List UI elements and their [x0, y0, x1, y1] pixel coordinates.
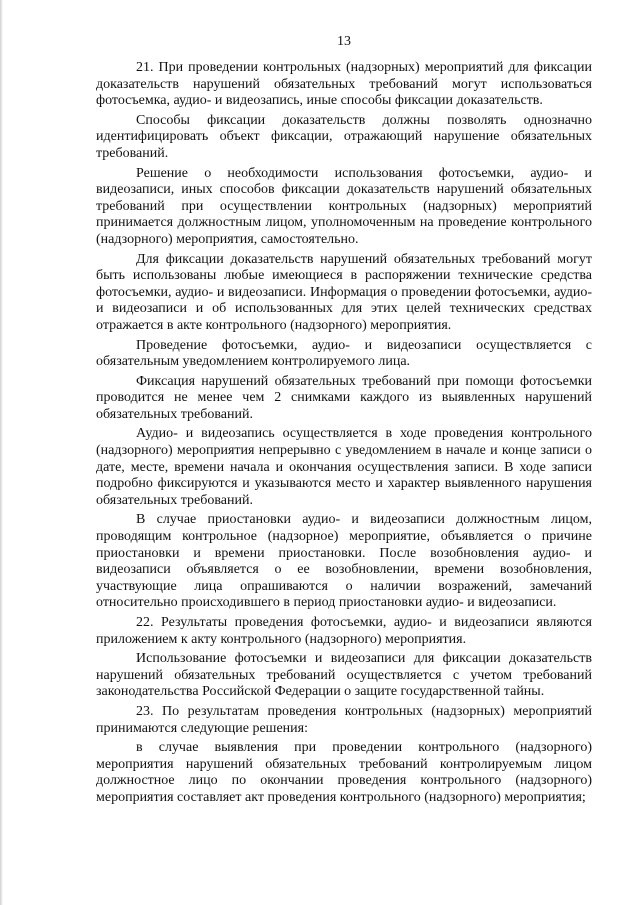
paragraph-22: 22. Результаты проведения фотосъемки, аудио- и видеозаписи являются приложением к акту контрольного (надзорного) мероприятия.	[96, 615, 592, 647]
scan-edge-shadow	[0, 0, 3, 905]
paragraph: Аудио- и видеозапись осуществляется в ходе проведения контрольного (надзорного) мероприятия непрерывно с уведомлением в начале и конце записи о дате, месте, времени начала и окончания осуществления записи. В ходе записи подробно фиксируются и указываются место и характер выявленного нарушения обязательных требований.	[96, 426, 592, 508]
paragraph: Проведение фотосъемки, аудио- и видеозаписи осуществляется с обязательным уведомлением контролируемого лица.	[96, 337, 592, 370]
paragraph: Использование фотосъемки и видеозаписи для фиксации доказательств нарушений обязательных требований осуществляется с учетом требований законодательства Российской Федерации о защите государственной тайны.	[96, 651, 592, 700]
paragraph: в случае выявления при проведении контрольного (надзорного) мероприятия нарушений обязательных требований контролируемым лицом должностное лицо по окончании проведения контрольного (надзорного) мероприятия составляет акт проведения контрольного (надзорного) мероприятия;	[96, 740, 592, 805]
paragraph: Способы фиксации доказательств должны позволять однозначно идентифицировать объект фиксации, отражающий нарушение обязательных требований.	[96, 112, 592, 161]
paragraph-21-intro: 21. При проведении контрольных (надзорных) мероприятий для фиксации доказательств нарушений обязательных требований могут использоваться фотосъемка, аудио- и видеозапись, иные способы фиксации доказательств.	[96, 60, 592, 109]
paragraph: Решение о необходимости использования фотосъемки, аудио- и видеозаписи, иных способов фиксации доказательств нарушений обязательных требований при осуществлении контрольных (надзорных) мероприятий принимается должностным лицом, уполномоченным на проведение контрольного (надзорного) мероприятия, самостоятельно.	[96, 165, 592, 247]
paragraph: В случае приостановки аудио- и видеозаписи должностным лицом, проводящим контрольное (надзорное) мероприятие, объявляется о причине приостановки и времени приостановки. После возобновления аудио- и видеозаписи объявляется о ее возобновлении, времени возобновления, участвующие лица опрашиваются о наличии возражений, замечаний относительно происходившего в период приостановки аудио- и видеозаписи.	[96, 512, 592, 611]
paragraph: Для фиксации доказательств нарушений обязательных требований могут быть использованы любые имеющиеся в распоряжении технические средства фотосъемки, аудио- и видеозаписи. Информация о проведении фотосъемки, аудио- и видеозаписи и об использованных для этих целей технических средствах отражается в акте контрольного (надзорного) мероприятия.	[96, 251, 592, 333]
paragraph: Фиксация нарушений обязательных требований при помощи фотосъемки проводится не менее чем 2 снимками каждого из выявленных нарушений обязательных требований.	[96, 373, 592, 422]
paragraph-23: 23. По результатам проведения контрольных (надзорных) мероприятий принимаются следующие решения:	[96, 703, 592, 736]
page-number: 13	[337, 34, 351, 49]
